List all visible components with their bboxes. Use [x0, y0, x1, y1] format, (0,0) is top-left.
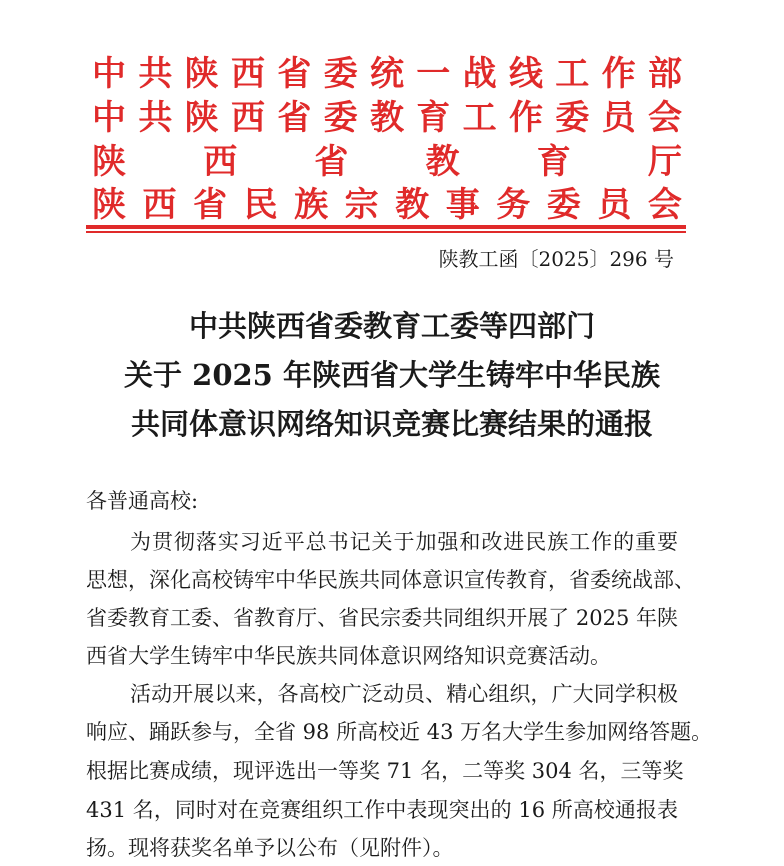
- org-name-education-department: [92, 142, 682, 182]
- org-name-character: 民: [243, 185, 278, 225]
- red-header-rule-thick: [86, 225, 686, 229]
- org-name-character: 陕: [184, 98, 219, 138]
- org-name-character: 中: [92, 98, 126, 138]
- org-name-character: 一: [416, 54, 451, 94]
- org-name-character: 族: [294, 185, 329, 225]
- org-name-character: 省: [277, 98, 312, 138]
- salutation: 各普通高校:: [86, 489, 199, 513]
- body-paragraph-1-line-2: 思想，深化高校铸牢中华民族共同体意识宣传教育，省委统战部、: [86, 568, 695, 592]
- org-name-character: 工: [462, 98, 497, 138]
- org-name-character: 战: [462, 54, 497, 94]
- org-name-character: 西: [230, 54, 265, 94]
- org-name-character: 部: [647, 54, 682, 94]
- org-name-character: 西: [142, 185, 177, 225]
- body-paragraph-2-line-5: 扬。现将获奖名单予以公布（见附件）。: [86, 836, 454, 860]
- org-name-character: 育: [536, 142, 571, 182]
- org-name-character: 陕: [92, 142, 126, 182]
- body-paragraph-1-line-3: 省委教育工委、省教育厅、省民宗委共同组织开展了 2025 年陕: [86, 606, 678, 630]
- org-name-character: 省: [277, 54, 312, 94]
- org-name-character: 宗: [344, 185, 379, 225]
- org-name-character: 务: [496, 185, 531, 225]
- org-name-character: 作: [508, 98, 543, 138]
- org-name-character: 陕: [184, 54, 219, 94]
- org-name-character: 中: [92, 54, 126, 94]
- org-name-character: 工: [555, 54, 590, 94]
- org-name-character: 陕: [92, 185, 126, 225]
- org-name-character: 员: [597, 185, 632, 225]
- org-name-character: 教: [369, 98, 404, 138]
- org-name-character: 厅: [647, 142, 682, 182]
- org-name-character: 作: [601, 54, 636, 94]
- body-paragraph-2-line-2: 响应、踊跃参与，全省 98 所高校近 43 万名大学生参加网络答题。: [86, 720, 713, 744]
- red-header-rule-thin: [86, 231, 686, 233]
- org-name-character: 会: [647, 185, 682, 225]
- org-name-ethnic-religious-affairs-committee: [92, 185, 682, 225]
- org-name-character: 教: [425, 142, 460, 182]
- document-title-line-3: 共同体意识网络知识竞赛比赛结果的通报: [130, 407, 653, 441]
- body-paragraph-2-line-1: 活动开展以来，各高校广泛动员、精心组织，广大同学积极: [130, 682, 678, 706]
- body-paragraph-1-line-1: 为贯彻落实习近平总书记关于加强和改进民族工作的重要: [130, 530, 678, 554]
- org-name-character: 事: [445, 185, 480, 225]
- org-name-character: 省: [193, 185, 228, 225]
- org-name-character: 委: [323, 54, 358, 94]
- org-name-character: 委: [323, 98, 358, 138]
- org-name-character: 共: [138, 98, 173, 138]
- org-name-character: 教: [395, 185, 430, 225]
- body-paragraph-2-line-4: 431 名，同时对在竞赛组织工作中表现突出的 16 所高校通报表: [86, 798, 678, 822]
- org-name-character: 西: [230, 98, 265, 138]
- body-paragraph-1-line-4: 西省大学生铸牢中华民族共同体意识网络知识竞赛活动。: [86, 644, 611, 668]
- document-title-line-1: 中共陕西省委教育工委等四部门: [188, 309, 595, 343]
- org-name-character: 员: [601, 98, 636, 138]
- org-name-character: 委: [546, 185, 581, 225]
- org-name-character: 共: [138, 54, 173, 94]
- org-name-education-work-committee: [92, 98, 682, 138]
- body-paragraph-2-line-3: 根据比赛成绩，现评选出一等奖 71 名，二等奖 304 名，三等奖: [86, 759, 684, 783]
- document-title-line-2: 关于 2025 年陕西省大学生铸牢中华民族: [124, 358, 660, 392]
- org-name-united-front-department: [92, 54, 682, 94]
- org-name-character: 省: [314, 142, 349, 182]
- org-name-character: 委: [555, 98, 590, 138]
- org-name-character: 统: [369, 54, 404, 94]
- org-name-character: 会: [647, 98, 682, 138]
- document-number: 陕教工函〔2025〕296 号: [438, 247, 674, 271]
- org-name-character: 育: [416, 98, 451, 138]
- org-name-character: 线: [508, 54, 543, 94]
- org-name-character: 西: [203, 142, 238, 182]
